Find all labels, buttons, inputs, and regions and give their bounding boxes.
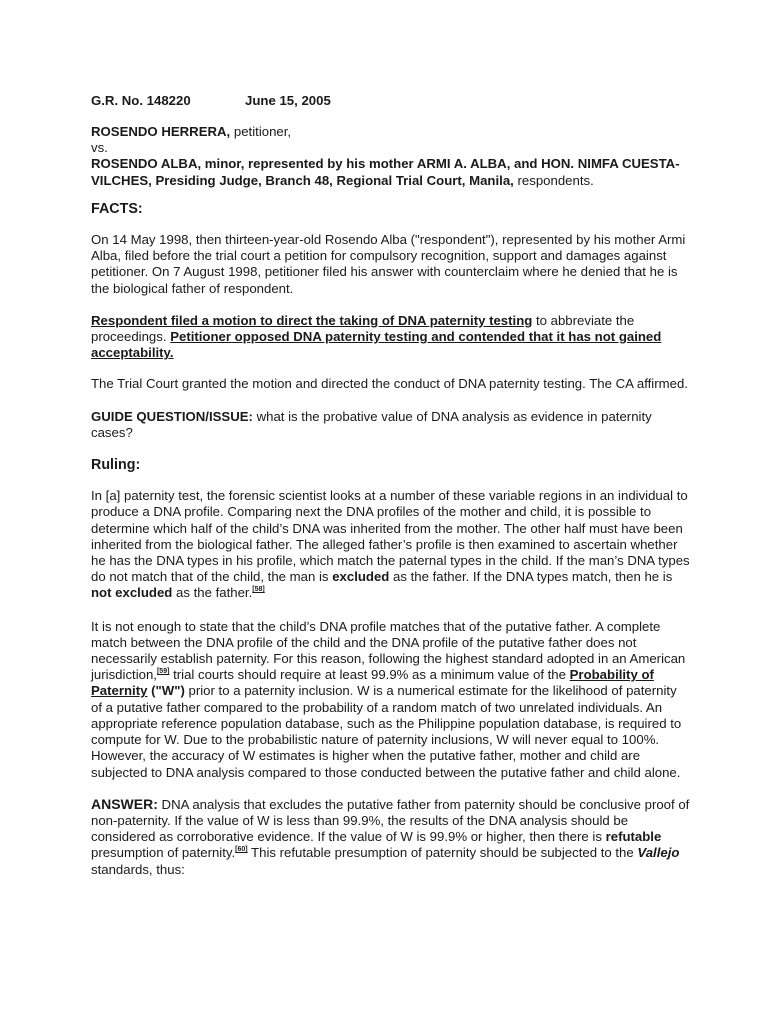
answer-label: ANSWER:	[91, 795, 158, 812]
petitioner-role: petitioner,	[233, 124, 292, 139]
ruling-text: as the father. If the DNA types match, then he is	[389, 569, 673, 585]
document-body	[91, 93, 691, 878]
versus: vs.	[91, 140, 108, 156]
petitioner-name: ROSENDO HERRERA,	[91, 124, 231, 139]
footnote-59-link[interactable]: [59]	[156, 668, 170, 676]
answer-text: standards, thus:	[91, 861, 185, 877]
respondents-line	[91, 156, 691, 188]
refutable-term: refutable	[605, 829, 662, 845]
motion-highlight: Respondent filed a motion to direct the taking of DNA paternity testing	[91, 312, 533, 328]
vallejo-term: Vallejo	[637, 845, 680, 861]
respondents-names: ROSENDO ALBA, minor, represented by his mother ARMI A. ALBA, and HON. NIMFA CUESTA-VILCHES, Presiding Judge, Branch 48, Regional Trial Court, Manila,	[91, 156, 680, 188]
answer-text: This refutable presumption of paternity should be subjected to the	[247, 845, 638, 861]
case-header	[91, 93, 691, 109]
excluded-term: excluded	[332, 569, 390, 585]
answer-text: presumption of paternity.	[91, 845, 236, 861]
respondents-role: respondents.	[517, 172, 594, 188]
guide-question-label: GUIDE QUESTION/ISSUE:	[91, 408, 253, 424]
ruling-text: It is not enough to state that the child’s DNA profile matches that of the putative father. A complete match between the DNA profile of the child and the DNA profile of the putative father does not necessarily establish paternity. For this reason, following the highest standard adopted in an American jurisdiction,	[91, 618, 686, 683]
answer-text: DNA analysis that excludes the putative father from paternity should be conclusive proof of non-paternity. If the value of W is less than 99.9%, the results of the DNA analysis should be considered as corroborative evidence. If the value of W is 99.9% or higher, then there is	[91, 796, 690, 845]
facts-paragraph-1: On 14 May 1998, then thirteen-year-old Rosendo Alba ("respondent"), represented by his mother Armi Alba, filed before the trial court a petition for compulsory recognition, support and damages against petitioner. On 7 August 1998, petitioner filed his answer with counterclaim where he denied that he is the biological father of respondent.	[91, 232, 686, 296]
case-number: G.R. No. 148220	[91, 93, 191, 108]
facts-heading: FACTS:	[91, 200, 143, 217]
ruling-text: trial courts should require at least 99.9% as a minimum value of the	[169, 667, 570, 683]
ruling-text: In [a] paternity test, the forensic scientist looks at a number of these variable regions in an individual to produce a DNA profile. Comparing next the DNA profiles of the mother and child, it is possible to determine which half of the child’s DNA was inherited from the mother. The other half must have been inherited from the biological father. The alleged father’s profile is then examined to ascertain whether he has the DNA types in his profile, which match the paternal types in the child. If the man’s DNA types do not match that of the child, the man is	[91, 488, 690, 585]
guide-question-text: what is the probative value of DNA analysis as evidence in paternity cases?	[91, 408, 652, 440]
case-date: June 15, 2005	[245, 93, 331, 108]
facts-paragraph-3: The Trial Court granted the motion and directed the conduct of DNA paternity testing. The CA affirmed.	[91, 376, 688, 392]
ruling-text: as the father.	[172, 585, 253, 601]
opposition-highlight: Petitioner opposed DNA paternity testing and contended that it has not gained acceptability.	[91, 329, 662, 361]
footnote-60-link[interactable]: [60]	[235, 846, 248, 854]
ruling-text: prior to a paternity inclusion. W is a numerical estimate for the likelihood of paternity of a putative father compared to the probability of a random match of two unrelated individuals. An appropriate reference population database, such as the Philippine population database, is required to compute for W. Due to the probabilistic nature of paternity inclusions, W will never equal to 100%. However, the accuracy of W estimates is higher when the putative father, mother and child are subjected to DNA analysis compared to those conducted between the putative father and child alone.	[91, 683, 682, 780]
answer-paragraph	[91, 796, 691, 878]
ruling-paragraph-1	[91, 488, 691, 601]
probability-of-paternity-term: Probability of Paternity	[91, 667, 654, 699]
ruling-paragraph-2	[91, 619, 691, 781]
ruling-heading: Ruling:	[91, 457, 141, 474]
guide-question	[91, 409, 691, 441]
w-term: ("W")	[147, 683, 185, 699]
facts-paragraph-2	[91, 313, 691, 362]
footnote-58-link[interactable]: [58]	[252, 586, 265, 594]
petitioner-line	[91, 124, 691, 140]
not-excluded-term: not excluded	[91, 585, 173, 601]
facts-text: to abbreviate the proceedings.	[91, 312, 635, 345]
